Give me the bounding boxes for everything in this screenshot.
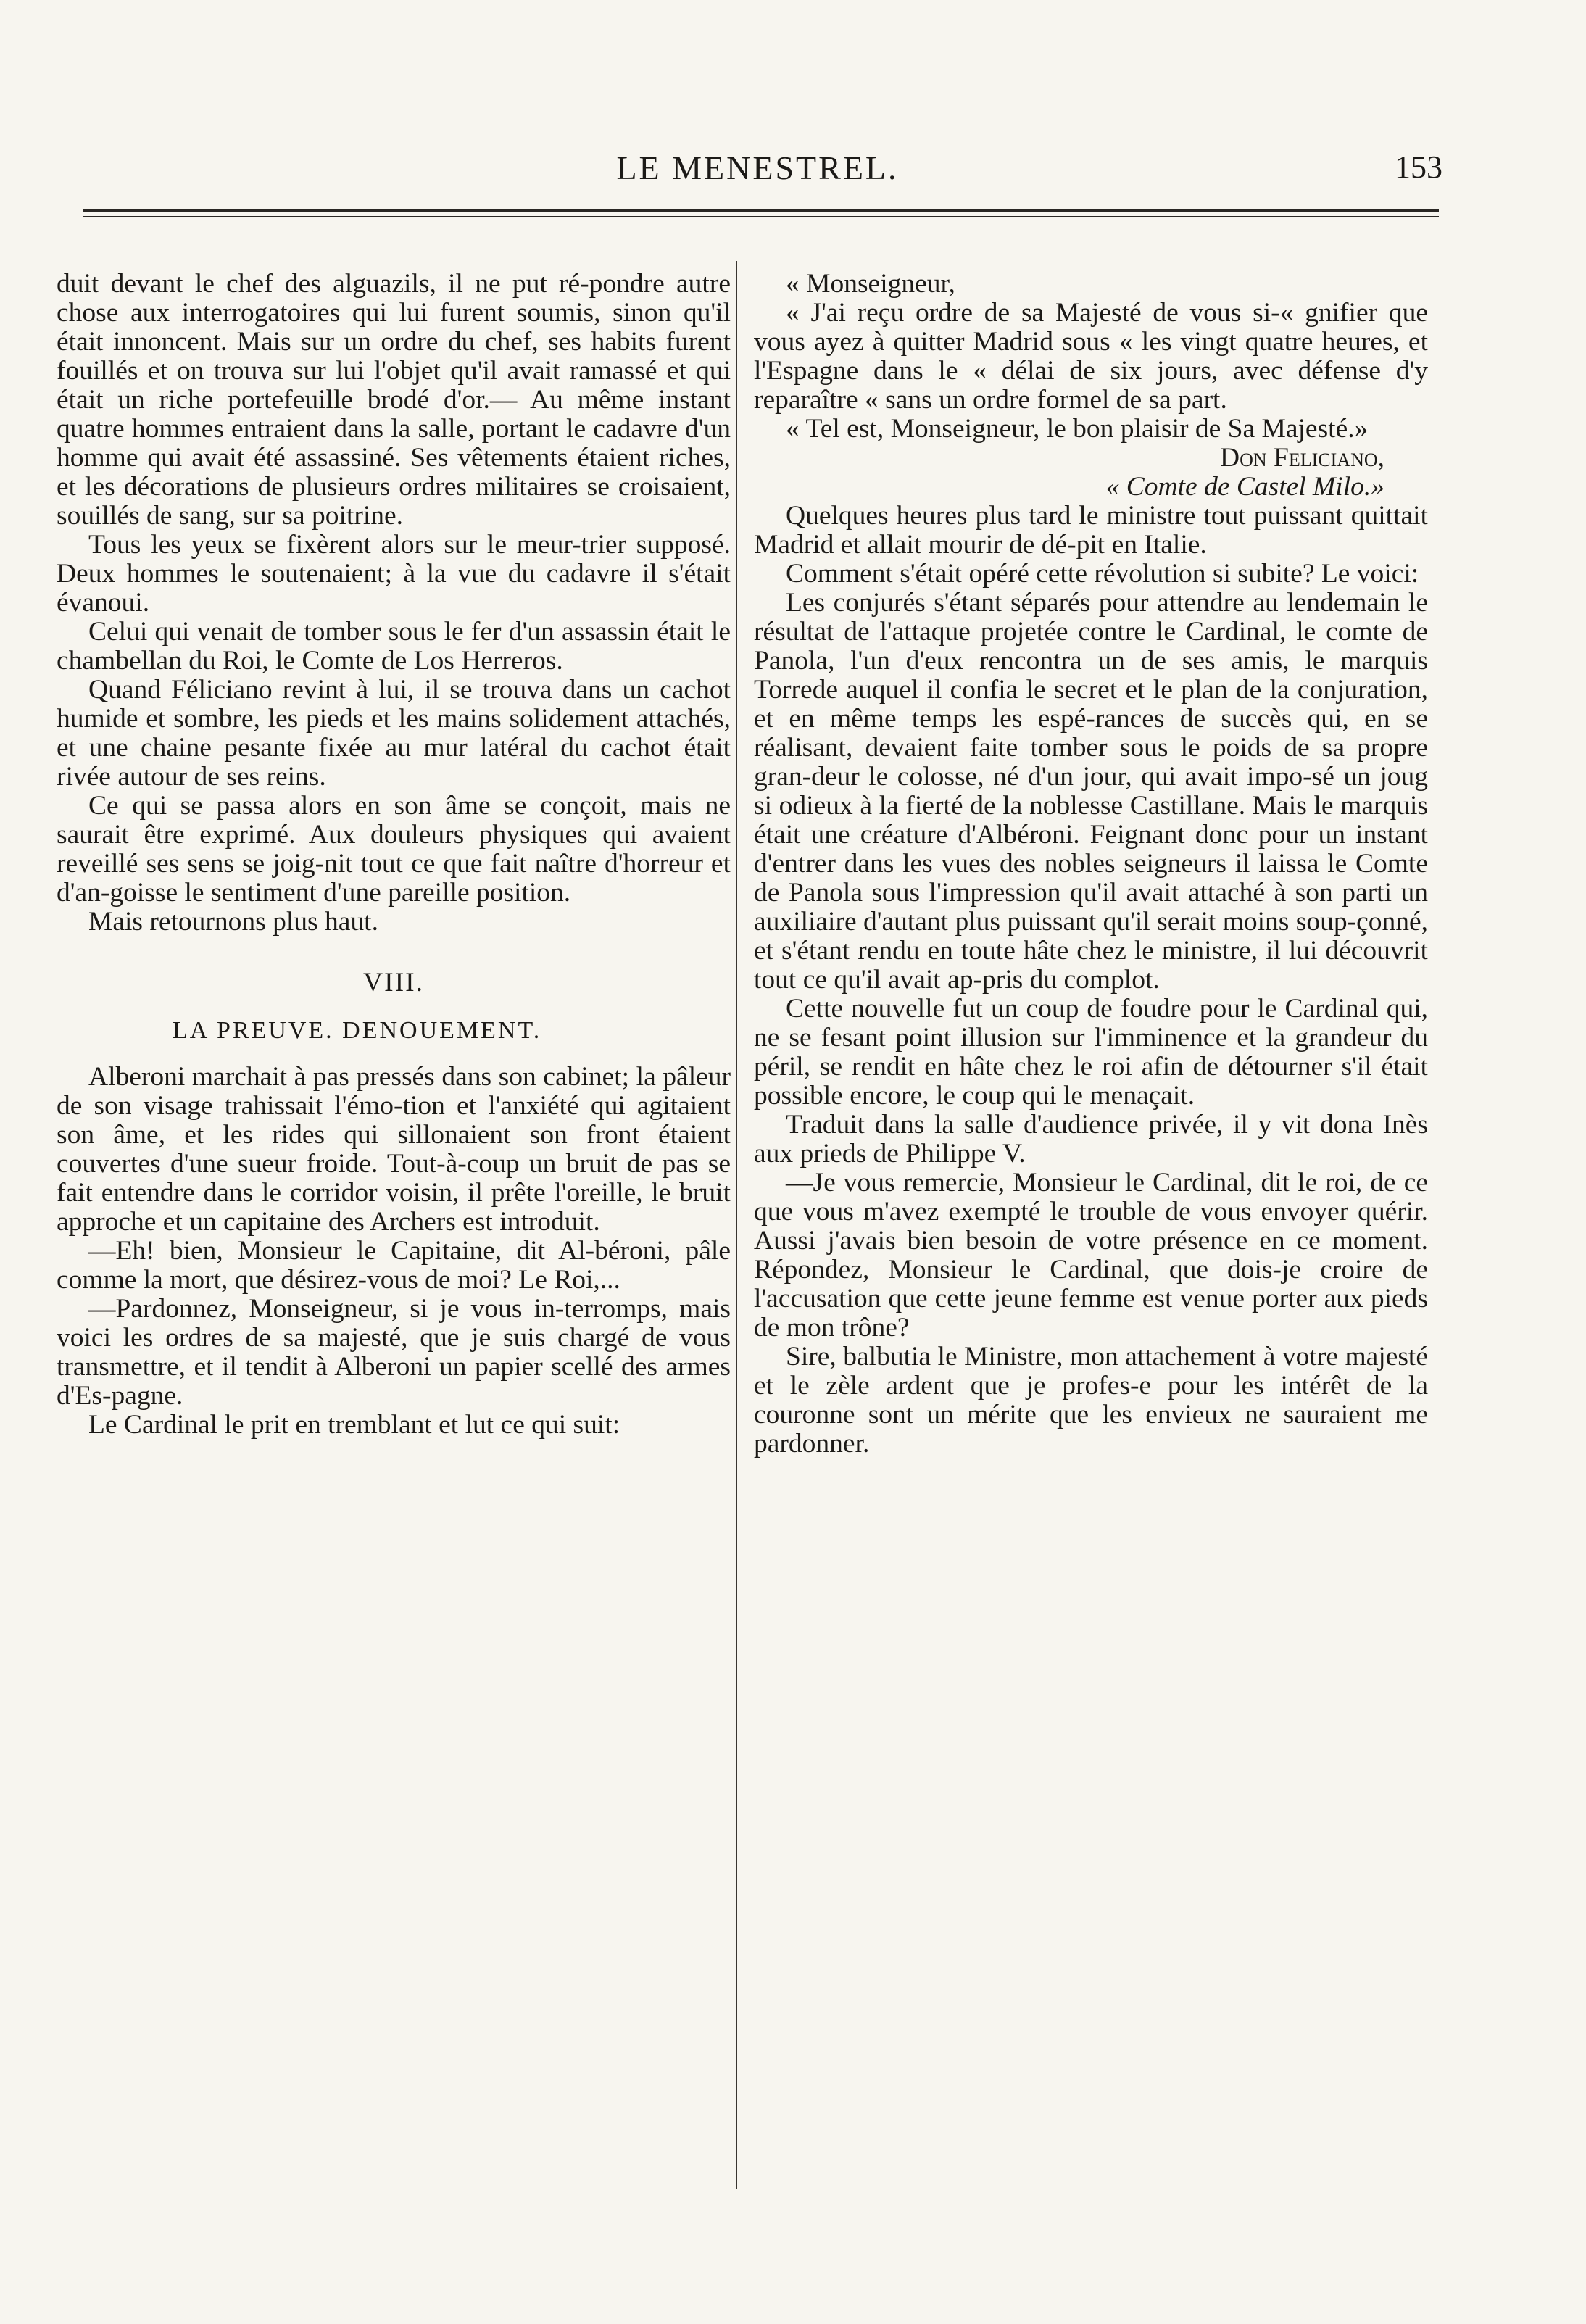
paragraph: Quelques heures plus tard le ministre tout puissant quittait Madrid et allait mourir de dé-pit en Italie. <box>754 501 1428 560</box>
paragraph: Tous les yeux se fixèrent alors sur le meur-trier supposé. Deux hommes le soutenaient; à la vue du cadavre il s'était évanoui. <box>57 530 731 618</box>
right-column <box>754 270 1428 1458</box>
letter-body: « Tel est, Monseigneur, le bon plaisir de Sa Majesté.» <box>786 414 1369 444</box>
section-heading: LA PREUVE. DENOUEMENT. <box>173 1017 542 1044</box>
paragraph: Le Cardinal le prit en tremblant et lut ce qui suit: <box>88 1410 620 1440</box>
left-column <box>57 270 731 1440</box>
header-rule-thick <box>83 209 1439 212</box>
paragraph: Sire, balbutia le Ministre, mon attachement à votre majesté et le zèle ardent que je profes-e pour les intérêt de la couronne sont un mérite que les envieux ne sauraient me pardonner. <box>754 1342 1428 1458</box>
letter-body: « J'ai reçu ordre de sa Majesté de vous si-« gnifier que vous ayez à quitter Madrid sous « les vingt quatre heures, et l'Espagne dans le « délai de six jours, avec défense d'y reparaître « sans un ordre formel de sa part. <box>754 298 1428 415</box>
letter-signature-title: « Comte de Castel Milo.» <box>1105 472 1384 502</box>
paragraph: duit devant le chef des alguazils, il ne put ré-pondre autre chose aux interrogatoires qui lui furent soumis, sinon qu'il était innoncent. Mais sur un ordre du chef, ses habits furent fouillés et on trouva sur lui l'objet qu'il avait ramassé et qui était un riche portefeuille brodé d'or.— Au même instant quatre hommes entraient dans la salle, portant le cadavre d'un homme qui avait été assassiné. Ses vêtements étaient riches, et les décorations de plusieurs ordres militaires se croisaient, souillés de sang, sur sa poitrine. <box>57 269 731 531</box>
letter-salutation: « Monseigneur, <box>786 269 955 299</box>
paragraph: Traduit dans la salle d'audience privée, il y vit dona Inès aux prieds de Philippe V. <box>754 1110 1428 1169</box>
paragraph: Les conjurés s'étant séparés pour attendre au lendemain le résultat de l'attaque projetée contre le Cardinal, le comte de Panola, l'un d'eux rencontra un de ses amis, le marquis Torrede auquel il confia le secret et le plan de la conjuration, et en même temps les espé-rances de succès qui, en se réalisant, devaient faite tomber sous le poids de sa propre gran-deur le colosse, né d'un jour, qui avait impo-sé un joug si odieux à la fierté de la noblesse Castillane. Mais le marquis était une créature d'Albéroni. Feignant donc pour un instant d'entrer dans les vues des nobles seigneurs il laissa le Comte de Panola sous l'impression qu'il avait attaché à son parti un auxiliaire d'autant plus puissant qu'il serait moins soup-çonné, et s'étant rendu en toute hâte chez le ministre, il lui découvrit tout ce qu'il avait ap-pris du complot. <box>754 588 1429 995</box>
header-rule-thin <box>83 216 1439 217</box>
paragraph: Comment s'était opéré cette révolution si subite? Le voici: <box>786 559 1419 589</box>
paragraph: Alberoni marchait à pas pressés dans son cabinet; la pâleur de son visage trahissait l'émo-tion et l'anxiété qui agitaient son âme, et les rides qui sillonaient son front étaient couvertes d'une sueur froide. Tout-à-coup un bruit de pas se fait entendre dans le corridor voisin, il prête l'oreille, le bruit approche et un capitaine des Archers est introduit. <box>57 1062 731 1237</box>
page-number: 153 <box>1395 149 1442 185</box>
journal-title: LE MENESTREL. <box>616 149 899 186</box>
paragraph: Mais retournons plus haut. <box>88 907 378 937</box>
paragraph: —Eh! bien, Monsieur le Capitaine, dit Al-béroni, pâle comme la mort, que désirez-vous de moi? Le Roi,... <box>57 1236 731 1295</box>
column-divider <box>736 261 737 2189</box>
letter-signature: Don Feliciano, <box>1220 443 1384 473</box>
section-number: VIII. <box>363 968 424 997</box>
paragraph: —Pardonnez, Monseigneur, si je vous in-terromps, mais voici les ordres de sa majesté, que je suis chargé de vous transmettre, et il tendit à Alberoni un papier scellé des armes d'Es-pagne. <box>57 1294 731 1411</box>
paragraph: —Je vous remercie, Monsieur le Cardinal, dit le roi, de ce que vous m'avez exempté le trouble de vous envoyer quérir. Aussi j'avais bien besoin de votre présence en ce moment. Répondez, Monsieur le Cardinal, que dois-je croire de l'accusation que cette jeune femme est venue porter aux pieds de mon trône? <box>754 1168 1428 1342</box>
page-header <box>72 149 1442 199</box>
paragraph: Cette nouvelle fut un coup de foudre pour le Cardinal qui, ne se fesant point illusion sur l'imminence et la grandeur du péril, se rendit en hâte chez le roi afin de détourner s'il était possible encore, le coup qui le menaçait. <box>754 994 1428 1111</box>
paragraph: Celui qui venait de tomber sous le fer d'un assassin était le chambellan du Roi, le Comte de Los Herreros. <box>57 617 731 676</box>
paragraph: Quand Féliciano revint à lui, il se trouva dans un cachot humide et sombre, les pieds et les mains solidement attachés, et une chaine pesante fixée au mur latéral du cachot était rivée autour de ses reins. <box>57 675 731 792</box>
paragraph: Ce qui se passa alors en son âme se conçoit, mais ne saurait être exprimé. Aux douleurs physiques qui avaient reveillé ses sens se joig-nit tout ce que fait naître d'horreur et d'an-goisse le sentiment d'une pareille position. <box>57 791 731 908</box>
